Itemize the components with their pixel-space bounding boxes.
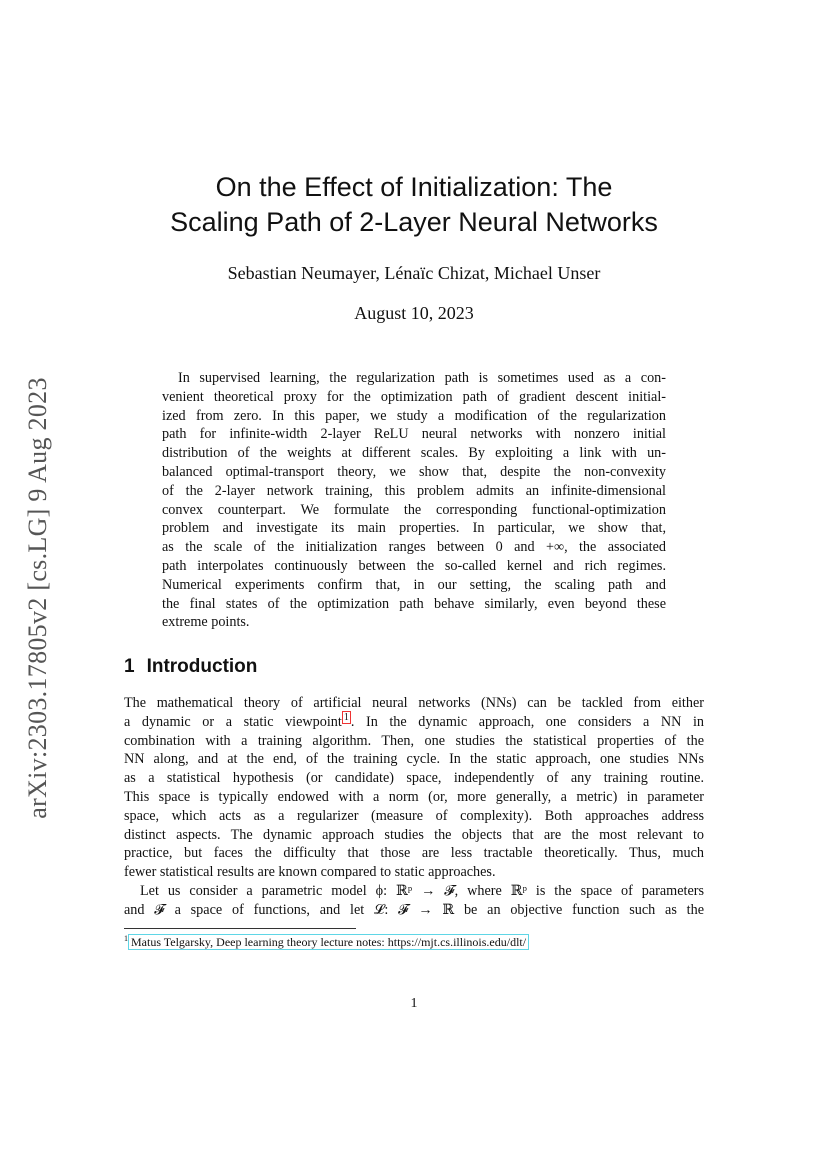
publication-date: August 10, 2023 xyxy=(354,303,474,323)
abstract-line: extreme points. xyxy=(162,614,250,631)
body-line: as a statistical hypothesis (or candidate) space, independently of any training routine. xyxy=(124,770,704,787)
page-number: 1 xyxy=(410,996,418,1011)
abstract xyxy=(162,369,666,632)
footnote-marker: 1 xyxy=(124,934,128,943)
footnote-link-text[interactable]: Matus Telgarsky, Deep learning theory lecture notes: https://mjt.cs.illinois.edu/dlt/ xyxy=(128,934,529,950)
abstract-line: venient theoretical proxy for the optimization path of gradient descent initial- xyxy=(162,388,666,405)
abstract-line: path for infinite-width 2-layer ReLU neural networks with nonzero initial xyxy=(162,426,666,443)
introduction-body xyxy=(124,694,704,920)
paper-title xyxy=(80,170,748,240)
body-line: distinct aspects. The dynamic approach studies the objects that are the most relevant to xyxy=(124,826,704,843)
title-line: Scaling Path of 2-Layer Neural Networks xyxy=(170,207,658,237)
body-line xyxy=(124,713,704,732)
abstract-line: problem and investigate its main properties. In particular, we show that, xyxy=(162,520,666,537)
section-title: Introduction xyxy=(146,656,258,677)
body-line: Let us consider a parametric model ϕ: ℝᵖ → 𝓕, where ℝᵖ is the space of parameters xyxy=(140,882,704,899)
abstract-line: the final states of the optimization path behave similarly, even beyond these xyxy=(162,595,666,612)
abstract-line: of the 2-layer network training, this problem admits an infinite-dimensional xyxy=(162,482,666,499)
body-line: NN along, and at the end, of the training cycle. In the static approach, one studies NNs xyxy=(124,751,704,768)
arxiv-identifier: arXiv:2303.17805v2 [cs.LG] 9 Aug 2023 xyxy=(23,377,52,819)
body-line-text: a dynamic or a static viewpoint xyxy=(124,713,342,730)
body-line: combination with a training algorithm. Then, one studies the statistical properties of the xyxy=(124,732,704,749)
body-line: and 𝓕 a space of functions, and let 𝓛: 𝓕 → ℝ be an objective function such as the xyxy=(124,901,704,918)
footnote-link[interactable]: 1 xyxy=(343,712,349,724)
title-line: On the Effect of Initialization: The xyxy=(215,172,613,202)
section-heading xyxy=(124,656,257,678)
body-line: This space is typically endowed with a norm (or, more generally, a metric) in parameter xyxy=(124,788,704,805)
abstract-line: Numerical experiments confirm that, in our setting, the scaling path and xyxy=(162,576,666,593)
abstract-line: In supervised learning, the regularization path is sometimes used as a con- xyxy=(178,370,666,386)
body-line: The mathematical theory of artificial neural networks (NNs) can be tackled from either xyxy=(124,695,704,711)
body-line: fewer statistical results are known compared to static approaches. xyxy=(124,864,496,881)
section-number: 1 xyxy=(124,656,135,677)
body-line: practice, but faces the difficulty that those are less tractable theoretically. Thus, much xyxy=(124,845,704,862)
body-line: space, which acts as a regularizer (measure of complexity). Both approaches address xyxy=(124,807,704,824)
abstract-line: path interpolates continuously between the so-called kernel and rich regimes. xyxy=(162,557,666,574)
footnote-divider xyxy=(124,928,356,929)
abstract-line: as the scale of the initialization ranges between 0 and +∞, the associated xyxy=(162,539,666,556)
author-list: Sebastian Neumayer, Lénaïc Chizat, Michael Unser xyxy=(227,263,601,283)
body-line-text: . In the dynamic approach, one considers a NN in xyxy=(350,713,705,730)
abstract-line: convex counterpart. We formulate the corresponding functional-optimization xyxy=(162,501,666,518)
footnote xyxy=(124,931,529,950)
abstract-line: distribution of the weights at different scales. By exploiting a link with un- xyxy=(162,445,666,462)
abstract-line: ized from zero. In this paper, we study a modification of the regularization xyxy=(162,407,666,424)
abstract-line: balanced optimal-transport theory, we show that, despite the non-convexity xyxy=(162,463,666,480)
